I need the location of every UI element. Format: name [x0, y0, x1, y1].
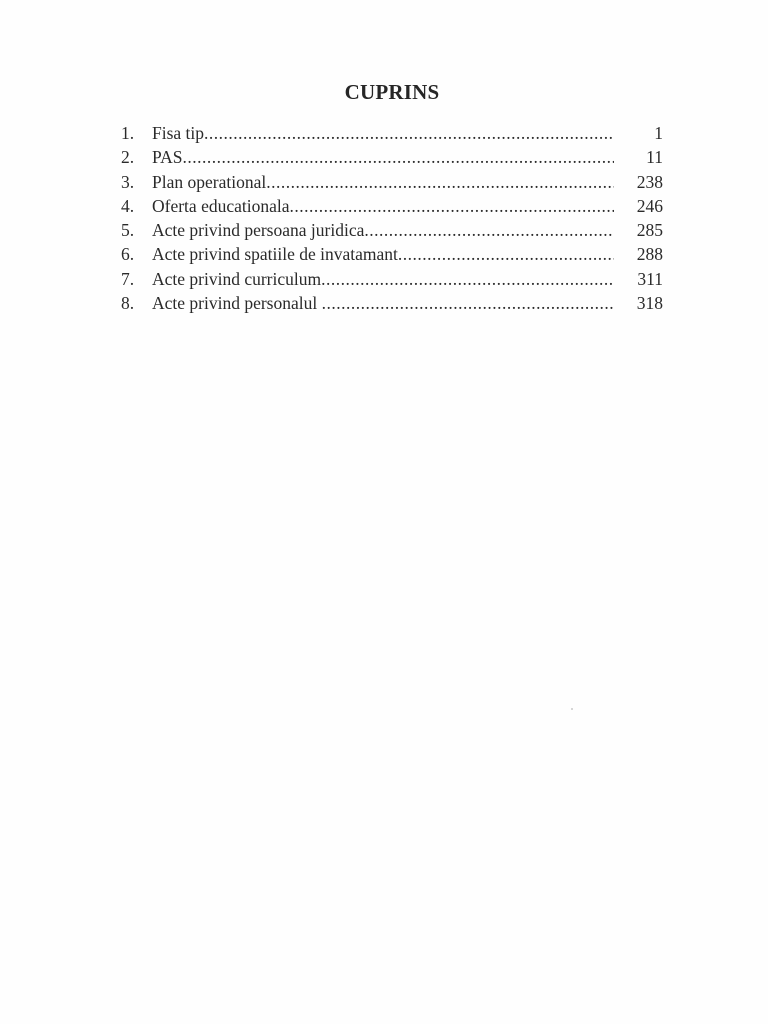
- toc-entry-3: [121, 170, 666, 194]
- entry-label-wrap: [152, 242, 614, 266]
- entry-page-number: 311: [637, 268, 663, 289]
- entry-label-wrap: [152, 121, 614, 145]
- table-of-contents: [121, 121, 666, 315]
- entry-page-number: 318: [636, 293, 663, 314]
- entry-label-wrap: [152, 194, 614, 218]
- toc-entry-2: [121, 145, 666, 169]
- entry-label: Acte privind spatiile de invatamant .....: [152, 244, 614, 264]
- entry-label: Acte privind personalul .....: [152, 293, 614, 313]
- toc-entry-4: [121, 194, 666, 218]
- entry-number: 5.: [121, 220, 135, 241]
- entry-label-wrap: [152, 170, 614, 194]
- entry-number: 2.: [121, 147, 135, 168]
- entry-number: 4.: [121, 195, 135, 216]
- entry-number: 8.: [121, 293, 135, 314]
- toc-entry-1: [121, 121, 666, 145]
- entry-page-number: 1: [654, 123, 663, 143]
- page-title: CUPRINS: [344, 80, 440, 104]
- entry-label: Plan operational .....: [152, 172, 614, 192]
- entry-label: PAS .....: [152, 147, 614, 167]
- scan-speck: [571, 708, 573, 710]
- entry-number: 1.: [121, 123, 135, 143]
- entry-label: Oferta educationala .....: [152, 196, 614, 216]
- entry-label-wrap: [152, 218, 614, 242]
- entry-page-number: 11: [646, 147, 663, 168]
- entry-page-number: 246: [636, 195, 663, 216]
- toc-entry-7: [121, 267, 666, 291]
- entry-label: Acte privind persoana juridica .....: [152, 220, 614, 240]
- toc-entry-5: [121, 218, 666, 242]
- toc-entry-8: [121, 291, 666, 315]
- entry-number: 3.: [121, 171, 135, 192]
- toc-entry-6: [121, 242, 666, 266]
- entry-page-number: 238: [636, 171, 663, 192]
- entry-page-number: 288: [636, 244, 663, 265]
- entry-label-wrap: [152, 291, 614, 315]
- entry-label: Acte privind curriculum .....: [152, 269, 614, 289]
- entry-label-wrap: [152, 145, 614, 169]
- entry-label: Fisa tip .....: [152, 123, 614, 143]
- entry-page-number: 285: [636, 220, 663, 241]
- entry-number: 6.: [121, 244, 135, 265]
- entry-number: 7.: [121, 268, 135, 289]
- entry-label-wrap: [152, 267, 614, 291]
